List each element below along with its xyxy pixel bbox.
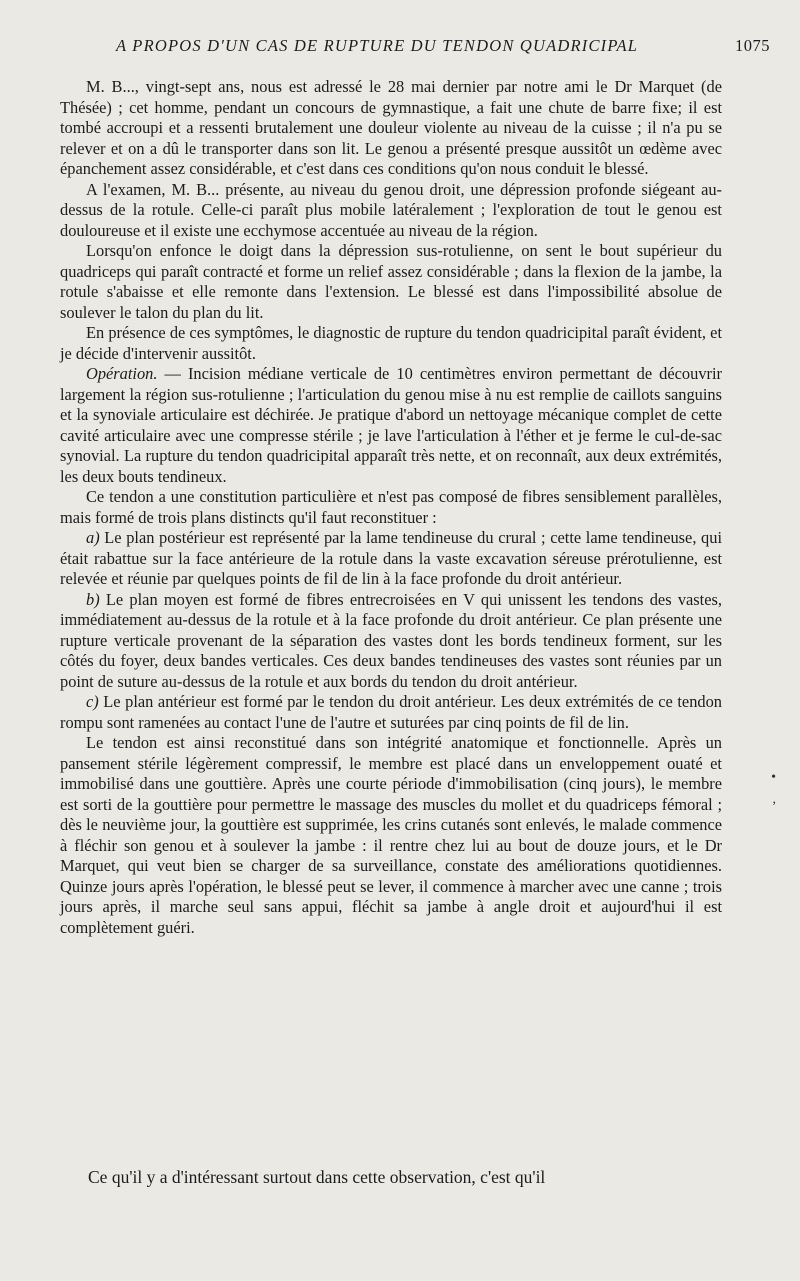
list-marker-b: b) xyxy=(86,589,100,609)
section-lead-operation: Opération. xyxy=(86,364,158,383)
running-title: A PROPOS D'UN CAS DE RUPTURE DU TENDON QUADRICIPAL xyxy=(116,36,639,55)
paragraph-recovery: Le tendon est ainsi reconstitué dans son intégrité anatomique et fonctionnelle. Après un pansement stérile légèrement compressif, le membre est placé dans un enveloppement ouaté et immobilisé dans une gouttière. Après une courte période d'immobilisation (cinq jours), le membre est sorti de la gouttière pour permettre le massage des muscles du mollet et du quadriceps fémoral ; dès le neuvième jour, la gouttière est supprimée, les crins cutanés sont enlevés, le malade commence à fléchir son genou et à soulever la jambe : il rentre chez lui au bout de douze jours, et le Dr Marquet, qui veut bien se charger de sa surveillance, constate des améliorations quotidiennes. Quinze jours après l'opération, le blessé peut se lever, il commence à marcher avec une canne ; trois jours après, il marche seul sans appui, fléchit sa jambe à angle droit et aujourd'hui il est complètement guéri. xyxy=(60,733,722,937)
closing-line: Ce qu'il y a d'intéressant surtout dans cette observation, c'est qu'il xyxy=(88,1167,546,1187)
article-body xyxy=(60,77,722,938)
paragraph-plan-c: c) Le plan antérieur est formé par le tendon du droit antérieur. Les deux extrémités de ce tendon rompu sont ramenées au contact l'une de l'autre et suturées par cinq points de fil de lin. xyxy=(60,692,722,732)
margin-dot-mark: • xyxy=(771,770,776,785)
paragraph-patient-history: M. B..., vingt-sept ans, nous est adressé le 28 mai dernier par notre ami le Dr Marquet (de Thésée) ; cet homme, pendant un concours de gymnastique, a fait une chute de barre fixe; il est tombé accroupi et a ressenti brutalement une douleur violente au niveau de la cuisse ; il n'a pu se relever et on a dû le transporter dans son lit. Le genou a présenté presque aussitôt un œdème avec épanchement assez considérable, et c'est dans ces conditions qu'on nous conduit le blessé. xyxy=(60,77,722,178)
page-number: 1075 xyxy=(735,36,770,55)
paragraph-tendon-structure: Ce tendon a une constitution particulière et n'est pas composé de fibres sensiblement parallèles, mais formé de trois plans distincts qu'il faut reconstituer : xyxy=(60,487,722,527)
paragraph-operation: Opération. — Incision médiane verticale de 10 centimètres environ permettant de découvrir largement la région sus-rotulienne ; l'articulation du genou mise à nu est remplie de caillots sanguins et la synoviale articulaire est déchirée. Je pratique d'abord un nettoyage mécanique complet de cette cavité articulaire avec une compresse stérile ; je lave l'articulation à l'éther et je ferme le cul-de-sac synovial. La rupture du tendon quadricipital apparaît très nette, et on reconnaît, aux deux extrémités, les deux bouts tendineux. xyxy=(60,364,722,486)
paragraph-plan-a: a) Le plan postérieur est représenté par la lame tendineuse du crural ; cette lame tendineuse, qui était rabattue sur la face antérieure de la rotule dans la vaste excavation séreuse prérotulienne, est relevée et réunie par quelques points de fil de lin à la face profonde du droit antérieur. xyxy=(60,528,722,588)
margin-tick-mark: , xyxy=(772,792,776,807)
paragraph-diagnosis: En présence de ces symptômes, le diagnostic de rupture du tendon quadricipital paraît évident, et je décide d'intervenir aussitôt. xyxy=(60,323,722,363)
paragraph-examination: A l'examen, M. B... présente, au niveau du genou droit, une dépression profonde siégeant au-dessus de la rotule. Celle-ci paraît plus mobile latéralement ; l'exploration de tout le genou est douloureuse et il existe une ecchymose accentuée au niveau de la région. xyxy=(60,179,722,240)
paragraph-palpation: Lorsqu'on enfonce le doigt dans la dépression sus-rotulienne, on sent le bout supérieur du quadriceps qui paraît contracté et forme un relief assez considérable ; dans la flexion de la jambe, la rotule s'abaisse et elle remonte dans l'extension. Le blessé est dans l'impossibilité absolue de soulever le talon du plan du lit. xyxy=(60,241,722,322)
running-header xyxy=(90,36,770,58)
paragraph-plan-b: b) Le plan moyen est formé de fibres entrecroisées en V qui unissent les tendons des vastes, immédiatement au-dessus de la rotule et à la face profonde du droit antérieur. Ce plan présente une rupture verticale provenant de la séparation des vastes dont les bords tendineux forment, sur les côtés du foyer, deux bandes verticales. Ces deux bandes tendineuses des vastes sont réunies par un point de suture au-dessus de la rotule et aux bords du tendon du droit antérieur. xyxy=(60,589,722,691)
list-marker-c: c) xyxy=(86,692,99,711)
list-marker-a: a) xyxy=(86,528,100,547)
